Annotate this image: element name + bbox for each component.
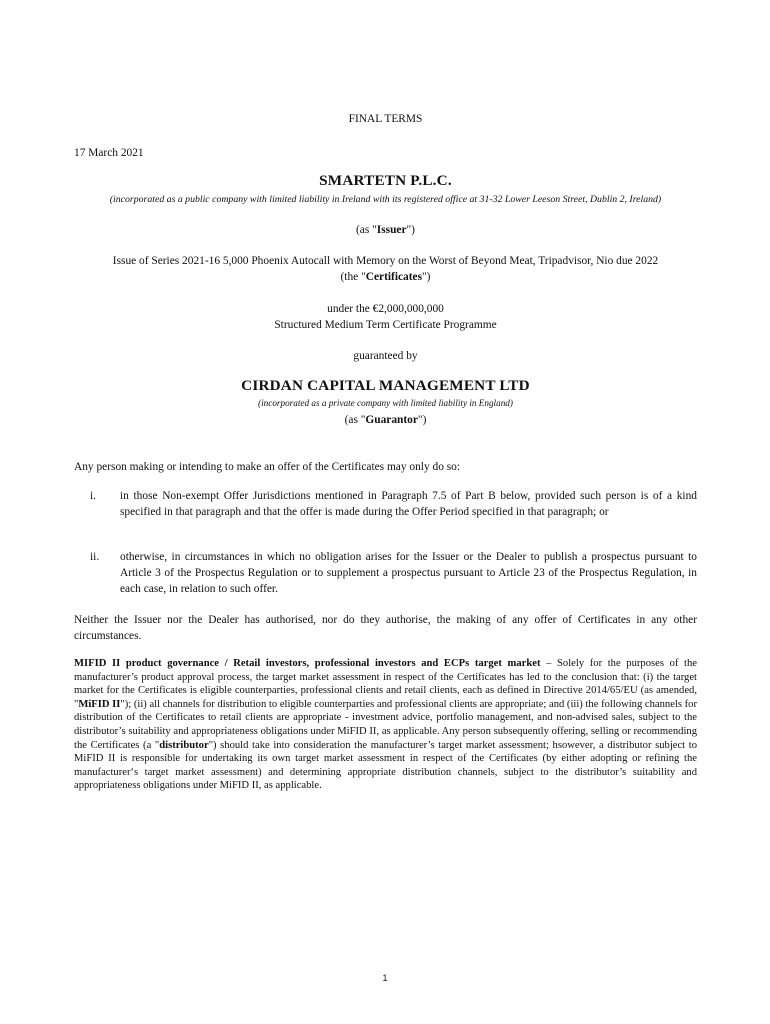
programme-name: Structured Medium Term Certificate Programme (274, 319, 497, 331)
mifid-term: MiFID II (78, 698, 121, 710)
guarantor-incorporation: (incorporated as a private company with limited liability in England) (258, 398, 513, 408)
condition-item (74, 488, 697, 520)
neither-paragraph: Neither the Issuer nor the Dealer has authorised, nor do they authorise, the making of any offer of Certificates in any other circumstances. (74, 614, 697, 642)
condition-item (74, 549, 697, 597)
issuer-name: SMARTETN P.L.C. (319, 172, 452, 189)
page-number: 1 (382, 973, 388, 983)
condition-text: otherwise, in circumstances in which no obligation arises for the Issuer or the Dealer to publish a prospectus pursuant to Article 3 of the Prospectus Regulation or to supplement a prospectus pursuant to Article 23 of the Prospectus Regulation, in each case, in relation to such offer. (120, 551, 697, 595)
condition-number: i. (90, 490, 97, 502)
issuer-role-term: Issuer (376, 224, 407, 236)
guaranteed-by: guaranteed by (353, 350, 418, 362)
condition-text: in those Non-exempt Offer Jurisdictions mentioned in Paragraph 7.5 of Part B below, provided such person is of a kind specified in that paragraph and that the offer is made during the Offer Period specified in that paragraph; or (120, 490, 697, 518)
offer-intro: Any person making or intending to make an offer of the Certificates may only do so: (74, 461, 461, 473)
document-date: 17 March 2021 (74, 147, 144, 159)
guarantor-role-term: Guarantor (365, 414, 418, 426)
mifid-paragraph: MIFID II product governance / Retail investors, professional investors and ECPs target market – Solely for the purposes of the manufacturer’s product approval process, the target market assessment in respect of the Certificates has led to the conclusion that: (i) the target market for the Certificates is eligible counterparties, professional clients and retail clients, each as defined in Directive 2014/65/EU (as amended, "MiFID II"); (ii) all channels for distribution to eligible counterparties and professional clients are appropriate; and (iii) the following channels for distribution of the Certificates to retail clients are appropriate - investment advice, portfolio management, and non-advised sales, subject to the distributor’s suitability and appropriateness obligations under MiFID II, as applicable. Any person subsequently offering, selling or recommending the Certificates (a "distributor") should take into consideration the manufacturer’s target market assessment; hsowever, a distributor subject to MiFID II is responsible for undertaking its own target market assessment in respect of the Certificates (by either adopting or refining the manufacturer‘s target market assessment) and determining appropriate distribution channels, subject to the distributor’s suitability and appropriateness obligations under MiFID II, as applicable. (74, 658, 697, 792)
condition-number: ii. (90, 551, 100, 563)
document-heading: FINAL TERMS (348, 113, 423, 125)
mifid-heading: MIFID II product governance / Retail investors, professional investors and ECPs target market (74, 658, 541, 669)
guarantor-role: (as "Guarantor") (344, 414, 427, 426)
issuer-incorporation: (incorporated as a public company with limited liability in Ireland with its registered office at 31-32 Lower Leeson Street, Dublin 2, Ireland) (109, 194, 662, 205)
guarantor-name: CIRDAN CAPITAL MANAGEMENT LTD (241, 377, 530, 394)
issuer-role: (as "Issuer") (356, 224, 415, 236)
issue-description: Issue of Series 2021-16 5,000 Phoenix Autocall with Memory on the Worst of Beyond Meat, Tripadvisor, Nio due 2022 (112, 255, 659, 267)
programme-amount: under the €2,000,000,000 (327, 303, 444, 315)
certificates-term: Certificates (365, 271, 423, 283)
certificates-definition: (the "Certificates") (340, 271, 431, 283)
distributor-term: distributor (159, 739, 209, 751)
